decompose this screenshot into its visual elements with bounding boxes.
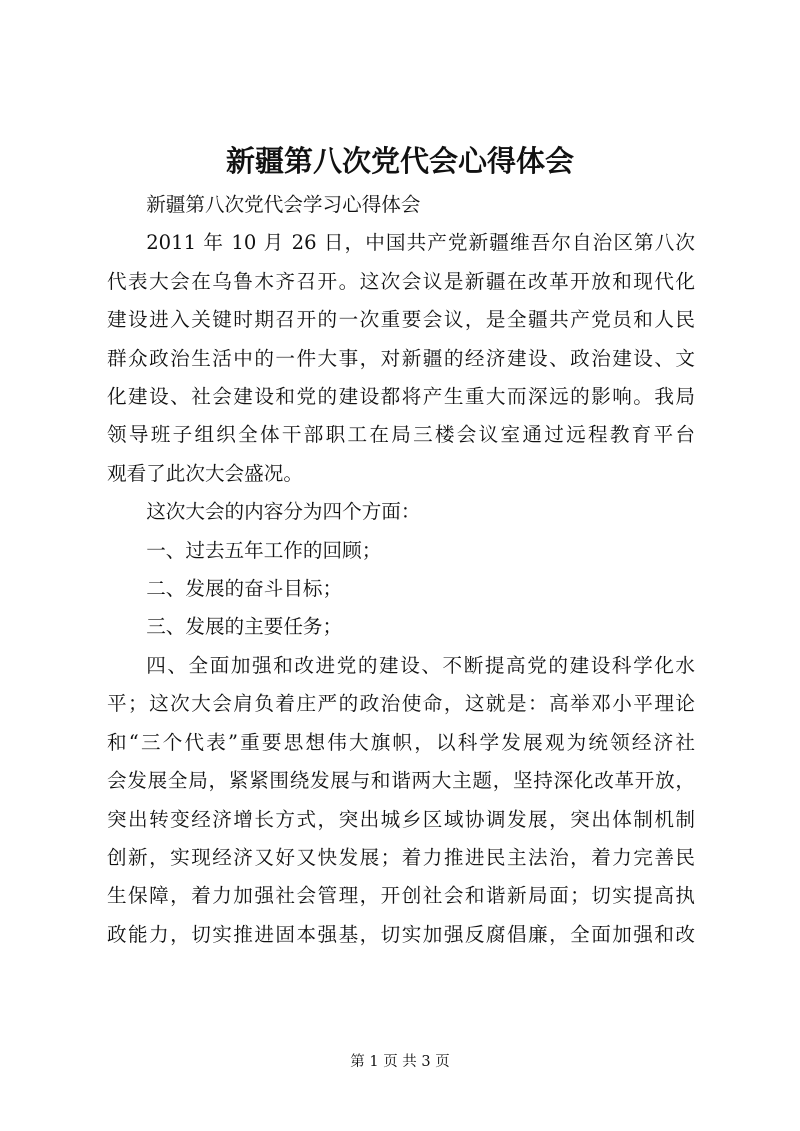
paragraph-line: 生保障，着力加强社会管理，开创社会和谐新局面；切实提高执	[107, 884, 695, 908]
document-body	[107, 186, 695, 954]
paragraph-line: 群众政治生活中的一件大事，对新疆的经济建设、政治建设、文	[107, 346, 695, 370]
list-item-3: 三、发展的主要任务；	[146, 615, 343, 639]
paragraph-line: 代表大会在乌鲁木齐召开。这次会议是新疆在改革开放和现代化	[107, 269, 695, 293]
paragraph-line: 化建设、社会建设和党的建设都将产生重大而深远的影响。我局	[107, 385, 695, 409]
list-item-2: 二、发展的奋斗目标；	[146, 577, 343, 601]
document-subtitle: 新疆第八次党代会学习心得体会	[146, 193, 421, 216]
page-footer: 第 1 页 共 3 页	[350, 1054, 450, 1070]
paragraph-line: 四、全面加强和改进党的建设、不断提高党的建设科学化水	[146, 653, 695, 677]
list-item-1: 一、过去五年工作的回顾；	[146, 538, 382, 562]
paragraph-line: 建设进入关键时期召开的一次重要会议，是全疆共产党员和人民	[107, 308, 695, 332]
paragraph-line: 2011 年 10 月 26 日，中国共产党新疆维吾尔自治区第八次	[146, 231, 695, 255]
paragraph-line: 和“三个代表”重要思想伟大旗帜，以科学发展观为统领经济社	[107, 730, 695, 754]
document-title: 新疆第八次党代会心得体会	[225, 144, 574, 178]
paragraph-line: 政能力，切实推进固本强基，切实加强反腐倡廉，全面加强和改	[107, 922, 695, 946]
list-item-4-paragraph	[107, 647, 695, 954]
paragraph-line: 领导班子组织全体干部职工在局三楼会议室通过远程教育平台	[107, 423, 695, 447]
paragraph-line: 创新，实现经济又好又快发展；着力推进民主法治，着力完善民	[107, 845, 695, 869]
paragraph-line: 观看了此次大会盛况。	[107, 461, 303, 485]
paragraph-line: 平；这次大会肩负着庄严的政治使命，这就是：高举邓小平理论	[107, 692, 695, 716]
paragraph-opening	[107, 224, 695, 493]
list-intro: 这次大会的内容分为四个方面：	[146, 500, 421, 524]
paragraph-line: 突出转变经济增长方式，突出城乡区域协调发展，突出体制机制	[107, 807, 695, 831]
paragraph-line: 会发展全局，紧紧围绕发展与和谐两大主题，坚持深化改革开放，	[107, 769, 695, 793]
